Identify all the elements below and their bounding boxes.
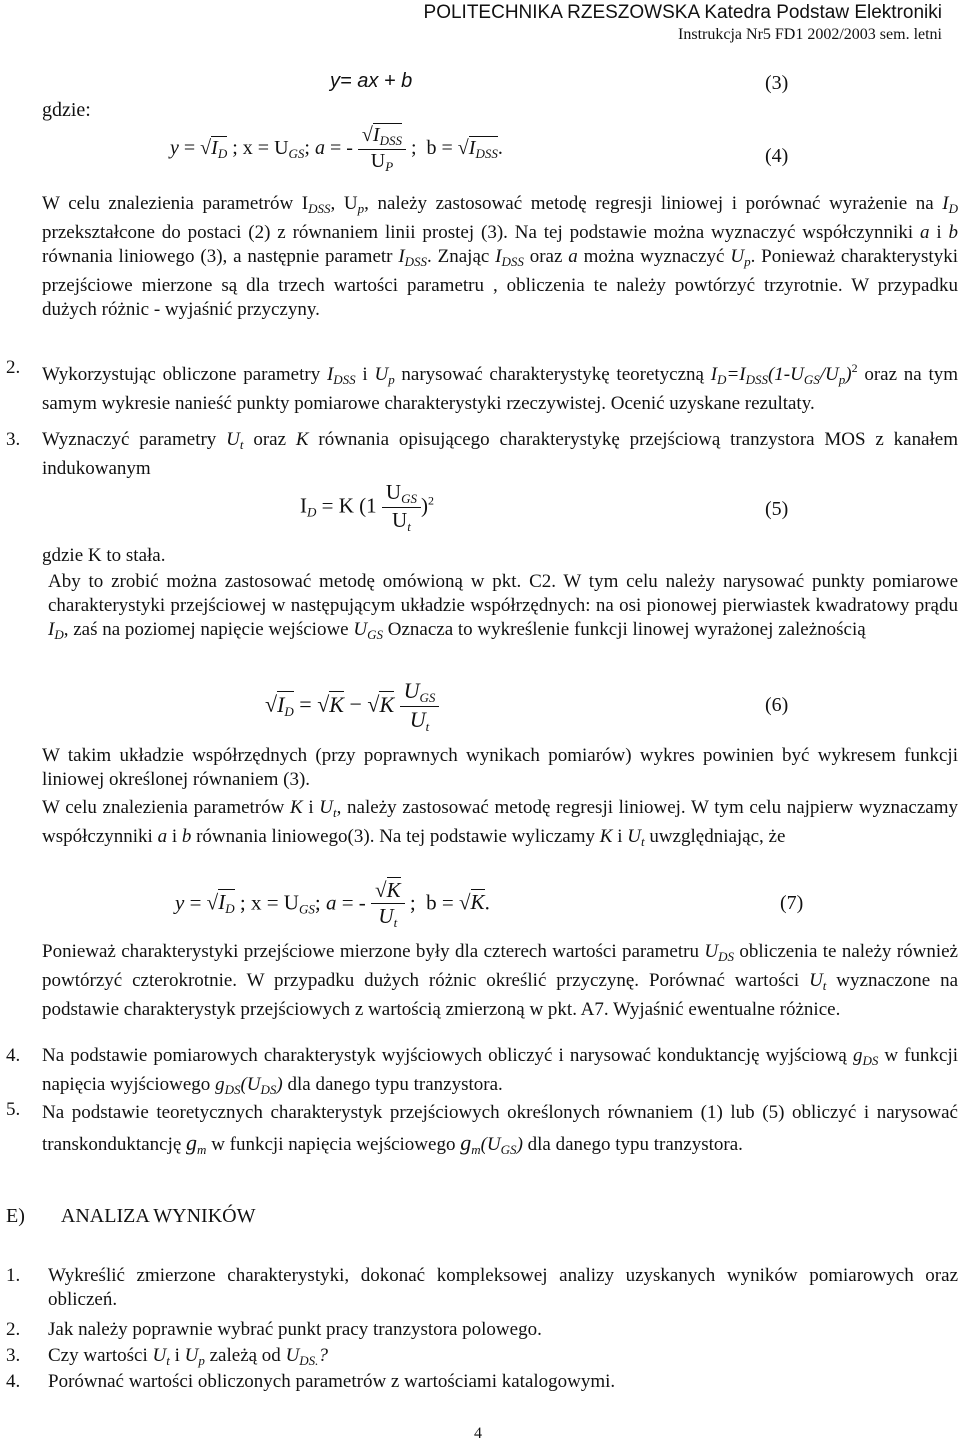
list-3-text xyxy=(48,1344,958,1373)
paragraph-four-values xyxy=(42,940,958,1022)
l3-u1-sub: t xyxy=(166,1353,170,1368)
eq7-ugs: U xyxy=(283,890,299,915)
item-5-number: 5. xyxy=(6,1099,21,1120)
i5-s4: g xyxy=(460,1130,472,1155)
eq7-b: b xyxy=(426,890,437,915)
i4-s2-sub: DS xyxy=(862,1053,879,1068)
i2-s2: I xyxy=(326,364,334,385)
i2-s8: (1-U xyxy=(767,364,804,385)
i2-s6: I xyxy=(710,364,718,385)
p4-s9: równania liniowego(3). Na tej podstawie wyliczamy xyxy=(191,826,600,847)
eq6-den-sub: t xyxy=(425,719,430,734)
p1-s3: , należy zastosować metodę regresji liniowej i porównać wyrażenie na xyxy=(364,193,943,214)
eq7-ugs-sub: GS xyxy=(298,901,315,917)
eq6-lhs-sub: D xyxy=(284,703,294,719)
p4-s11: i xyxy=(612,826,628,847)
i5-s1: Na podstawie teoretycznych charakterystyk przejściowych określonych równaniem (1) lub (5) obliczyć i narysować transkonduktancję xyxy=(42,1102,958,1155)
p1-s14: a xyxy=(568,246,578,267)
p1-s16-sub: p xyxy=(744,254,751,269)
eq4-id-sub: D xyxy=(217,146,228,162)
i5-s2: g xyxy=(186,1130,198,1155)
p2-s4: U xyxy=(353,619,368,640)
p4-s2: K xyxy=(290,797,303,818)
p1-s9: równania liniowego (3), a następnie parametr xyxy=(42,246,399,267)
equation-7: $y = √I_D$ ; $x = U_{GS}$; a = - $\frac{√K}{U_t}$ ; b = √K. xyxy=(175,878,490,930)
p5-s1: Ponieważ charakterystyki przejściowe mierzone były dla czterech wartości parametru xyxy=(42,941,705,962)
eq7-a: a xyxy=(325,890,337,915)
l3-c: zależą od xyxy=(204,1345,286,1366)
item-3-number: 3. xyxy=(6,429,21,450)
list-2-text: Jak należy poprawnie wybrać punkt pracy tranzystora polowego. xyxy=(48,1319,542,1340)
equation-6-label: (6) xyxy=(765,694,789,716)
p1-s6: a xyxy=(919,222,930,243)
header-instruction: Instrukcja Nr5 FD1 2002/2003 sem. letni xyxy=(678,26,942,43)
p1-s10: I xyxy=(398,246,405,267)
equation-3 xyxy=(330,70,412,93)
eq7-den-sub: t xyxy=(393,915,398,930)
i2-s10-sup: 2 xyxy=(851,361,858,375)
gdzie-label: gdzie: xyxy=(42,99,91,121)
p1-s7: i xyxy=(929,222,949,243)
i2-s4-sub: p xyxy=(388,372,395,387)
p1-s10-sub: DSS xyxy=(404,254,428,269)
eq4-bi: I xyxy=(468,137,476,160)
i5-s2-sub: m xyxy=(197,1142,207,1157)
paragraph-k-ut xyxy=(42,796,958,854)
eq7-x: x xyxy=(250,890,262,915)
eq4-b: b xyxy=(426,137,437,160)
i4-s4-sub: DS xyxy=(224,1082,241,1097)
p4-s3: i xyxy=(302,797,320,818)
l3-d: ? xyxy=(318,1345,328,1366)
p4-s12: U xyxy=(627,826,641,847)
p1-s2-sub: p xyxy=(357,201,365,216)
p5-s2: U xyxy=(704,941,719,962)
p5-s2-sub: DS xyxy=(718,949,734,964)
eq7-num: K xyxy=(386,878,401,902)
p4-s8: b xyxy=(181,826,192,847)
p1-s16: U xyxy=(730,246,745,267)
section-e-title: ANALIZA WYNIKÓW xyxy=(60,1205,256,1227)
i2-s10: ) xyxy=(845,364,852,385)
p1-s12: I xyxy=(495,246,502,267)
p1-s1: W celu znalezienia parametrów I xyxy=(42,193,309,214)
i2-s4: U xyxy=(374,364,389,385)
eq6-lhs: I xyxy=(277,691,285,717)
eq5-fraction xyxy=(382,480,421,535)
l3-u3-sub: DS. xyxy=(299,1353,319,1368)
l3-a: Czy wartości xyxy=(48,1345,153,1366)
i2-s6-sub: D xyxy=(717,372,727,387)
eq5-lhs: I xyxy=(300,493,307,518)
list-1-text: Wykreślić zmierzone charakterystyki, dokonać kompleksowej analizy uzyskanych wyników pomiarowych oraz obliczeń. xyxy=(48,1265,958,1310)
header-institution: POLITECHNIKA RZESZOWSKA Katedra Podstaw Elektroniki xyxy=(423,2,942,23)
p4-s1: W celu znalezienia parametrów xyxy=(42,797,291,818)
p4-s13: uwzględniając, że xyxy=(644,826,786,847)
p1-s12-sub: DSS xyxy=(501,254,524,269)
i5-s5: (U xyxy=(480,1134,501,1155)
i4-s5: (U xyxy=(240,1074,261,1095)
i2-s9-sub: p xyxy=(838,372,846,387)
equation-4: $y = √I_D$ ; $x = U_{GS}$; a = - $\frac{√I_{DSS}}{U_P}$ ; $b = √I_{DSS}$. xyxy=(170,124,503,174)
p5-s4: U xyxy=(809,970,823,991)
item-2-number: 2. xyxy=(6,357,21,378)
i2-s7-sub: DSS xyxy=(745,372,768,387)
item-4-text xyxy=(42,1044,958,1102)
eq4-fraction: $\frac{√I_{DSS}}{U_P}$ xyxy=(358,124,406,175)
equation-4-label: (4) xyxy=(765,145,789,167)
l3-u3: U xyxy=(285,1345,300,1366)
p1-s4-sub: D xyxy=(948,201,958,216)
p2-s3: , zaś na poziomej napięcie wejściowe xyxy=(63,619,354,640)
p2-s4-sub: GS xyxy=(367,627,383,642)
section-e-heading xyxy=(6,1205,255,1228)
i2-s2-sub: DSS xyxy=(333,372,356,387)
p4-s10: K xyxy=(599,826,613,847)
eq5-den: U xyxy=(392,508,408,532)
equation-5 xyxy=(300,480,434,535)
i4-s6: ) xyxy=(276,1074,283,1095)
p4-s4: U xyxy=(319,797,334,818)
list-1-number: 1. xyxy=(6,1265,21,1286)
equation-3-label: (3) xyxy=(765,72,789,94)
eq7-id: I xyxy=(218,890,226,915)
eq4-ugs: U xyxy=(274,137,289,160)
i3-s4: K xyxy=(295,429,309,450)
eq7-bk: K xyxy=(470,890,485,915)
eq5-sup: 2 xyxy=(427,493,434,508)
p5-s3: obliczenia te należy również powtórzyć czterokrotnie. W przypadku dużych różnic określić przyczynę. Porównać wartości xyxy=(42,941,958,991)
p4-s4-sub: t xyxy=(333,805,337,820)
paragraph-method xyxy=(48,570,958,647)
p4-s12-sub: t xyxy=(640,834,645,849)
p5-s5: wyznaczone na podstawie charakterystyk przejściowych z wartością zmierzoną w pkt. A7. Wyjaśnić ewentualne różnice. xyxy=(42,970,959,1020)
i4-s3: w funkcji napięcia wyjściowego xyxy=(42,1045,958,1095)
eq4-ugs-sub: GS xyxy=(288,146,305,162)
i2-s9: /U xyxy=(819,364,839,385)
gdzie-k-text: gdzie K to stała. xyxy=(42,545,166,566)
eq4-x: x xyxy=(242,137,253,160)
equation-5-label: (5) xyxy=(765,498,789,520)
p2-s5: Oznacza to wykreślenie funkcji linowej wyrażonej zależnością xyxy=(382,619,866,640)
l3-u2-sub: p xyxy=(198,1353,205,1368)
list-4-number: 4. xyxy=(6,1371,21,1392)
list-3-number: 3. xyxy=(6,1345,21,1366)
list-4-text: Porównać wartości obliczonych parametrów z wartościami katalogowymi. xyxy=(48,1371,616,1392)
eq6-k: K xyxy=(329,691,344,717)
eq4-bi-sub: DSS xyxy=(475,146,498,162)
eq5-num: U xyxy=(385,480,402,504)
p1-s11: . Znając xyxy=(427,246,496,267)
eq6-k2: K xyxy=(379,691,395,717)
eq4-den: U xyxy=(370,150,386,172)
l3-u1: U xyxy=(152,1345,167,1366)
i3-s1: Wyznaczyć parametry xyxy=(42,429,227,450)
eq7-id-sub: D xyxy=(225,901,235,917)
p4-s6: a xyxy=(157,826,168,847)
eq6-den: U xyxy=(409,707,426,732)
eq4-num: I xyxy=(372,124,380,146)
i3-s2: U xyxy=(226,429,240,450)
i3-s3: oraz xyxy=(243,429,296,450)
eq3-text: y= ax + b xyxy=(330,70,413,92)
i4-s2: g xyxy=(852,1045,863,1066)
eq4-a: a xyxy=(314,137,325,160)
i4-s1: Na podstawie pomiarowych charakterystyk wyjściowych obliczyć i narysować konduktancję wyjściową xyxy=(42,1045,853,1066)
i5-s3: w funkcji napięcia wejściowego xyxy=(206,1134,461,1155)
eq7-y: y xyxy=(175,890,185,915)
eq5-end: ) xyxy=(420,493,428,518)
i5-s6: ) xyxy=(516,1134,523,1155)
eq7-fraction: $\frac{√K}{U_t}$ xyxy=(371,878,405,931)
eq5-num-sub: GS xyxy=(401,491,417,506)
p2-s1: Aby to zrobić można zastosować metodę omówioną w pkt. C2. W tym celu należy narysować punkty pomiarowe charakterystyki przejściowej w następującym układzie współrzędnych: na osi pionowej pierwiastek kwadratowy prądu xyxy=(48,571,958,616)
i5-s4-sub: m xyxy=(471,1142,481,1157)
eq4-num-sub: DSS xyxy=(379,133,402,148)
equation-7-label: (7) xyxy=(780,892,804,914)
i3-s5: równania opisującego charakterystykę przejściową tranzystora MOS z kanałem indukowanym xyxy=(42,429,959,479)
i3-s2-sub: t xyxy=(239,437,244,452)
p5-s4-sub: t xyxy=(822,978,827,993)
p1-s15: można wyznaczyć xyxy=(577,246,731,267)
eq4-den-sub: P xyxy=(385,159,394,174)
eq6-num: U xyxy=(403,678,420,703)
page-number: 4 xyxy=(474,1425,482,1442)
i2-s7: =I xyxy=(726,364,746,385)
p1-s1-sub: DSS xyxy=(308,201,331,216)
p1-s13: oraz xyxy=(523,246,569,267)
i2-s11: oraz na tym samym wykresie nanieść punkty pomiarowe charakterystyki rzeczywistej. Ocenić uzyskane rezultaty. xyxy=(42,364,958,414)
item-4-number: 4. xyxy=(6,1045,21,1066)
l3-b: i xyxy=(169,1345,185,1366)
i2-s1: Wykorzystując obliczone parametry xyxy=(42,364,327,385)
p4-s7: i xyxy=(167,826,182,847)
eq6-fraction xyxy=(400,678,440,735)
eq5-mid: = K (1 xyxy=(316,493,382,518)
i2-s8-sub: GS xyxy=(803,372,820,387)
item-2-text xyxy=(42,356,958,416)
eq5-den-sub: t xyxy=(407,519,411,534)
p1-s4: I xyxy=(942,193,949,214)
eq5-lhs-sub: D xyxy=(307,504,317,520)
p1-s2: , U xyxy=(330,193,358,214)
p2-s2: I xyxy=(48,619,55,640)
p1-s5: przekształcone do postaci (2) z równaniem linii prostej (3). Na tej podstawie można wyznaczyć współczynniki xyxy=(42,222,920,243)
i4-s4: g xyxy=(215,1074,225,1095)
eq6-num-sub: GS xyxy=(419,690,436,705)
i2-s5: narysować charakterystykę teoretyczną xyxy=(394,364,711,385)
p4-s5: , należy zastosować metodę regresji liniowej. W tym celu najpierw wyznaczamy współczynniki xyxy=(42,797,959,847)
eq4-id: I xyxy=(211,137,218,160)
i4-s5-sub: DS xyxy=(260,1082,277,1097)
p1-s17: . Ponieważ charakterystyki przejściowe mierzone są dla trzech wartości parametru , obliczenia te należy powtórzyć trzyrotnie. W przypadku dużych różnic - wyjaśnić przyczyny. xyxy=(42,246,958,320)
l3-u2: U xyxy=(184,1345,199,1366)
item-5-text xyxy=(42,1098,958,1165)
p1-s8: b xyxy=(948,222,958,243)
equation-6: $√I_D = √K - √K$ $\frac{U_{GS}}{U_t}$ xyxy=(265,678,439,735)
i4-s7: dla danego typu tranzystora. xyxy=(282,1074,503,1095)
i5-s7: dla danego typu tranzystora. xyxy=(522,1134,743,1155)
eq7-den: U xyxy=(378,904,394,928)
i2-s3: i xyxy=(355,364,375,385)
section-e-letter: E) xyxy=(6,1205,25,1227)
item-3-text xyxy=(42,428,958,481)
i5-s5-sub: GS xyxy=(500,1142,517,1157)
p2-s2-sub: D xyxy=(54,627,64,642)
paragraph-linear: W takim układzie współrzędnych (przy poprawnych wynikach pomiarów) wykres powinien być wykresem funkcji liniowej określonej równaniem (3). xyxy=(42,745,958,790)
list-2-number: 2. xyxy=(6,1319,21,1340)
eq4-y: y xyxy=(170,137,179,160)
paragraph-regression xyxy=(42,192,958,322)
